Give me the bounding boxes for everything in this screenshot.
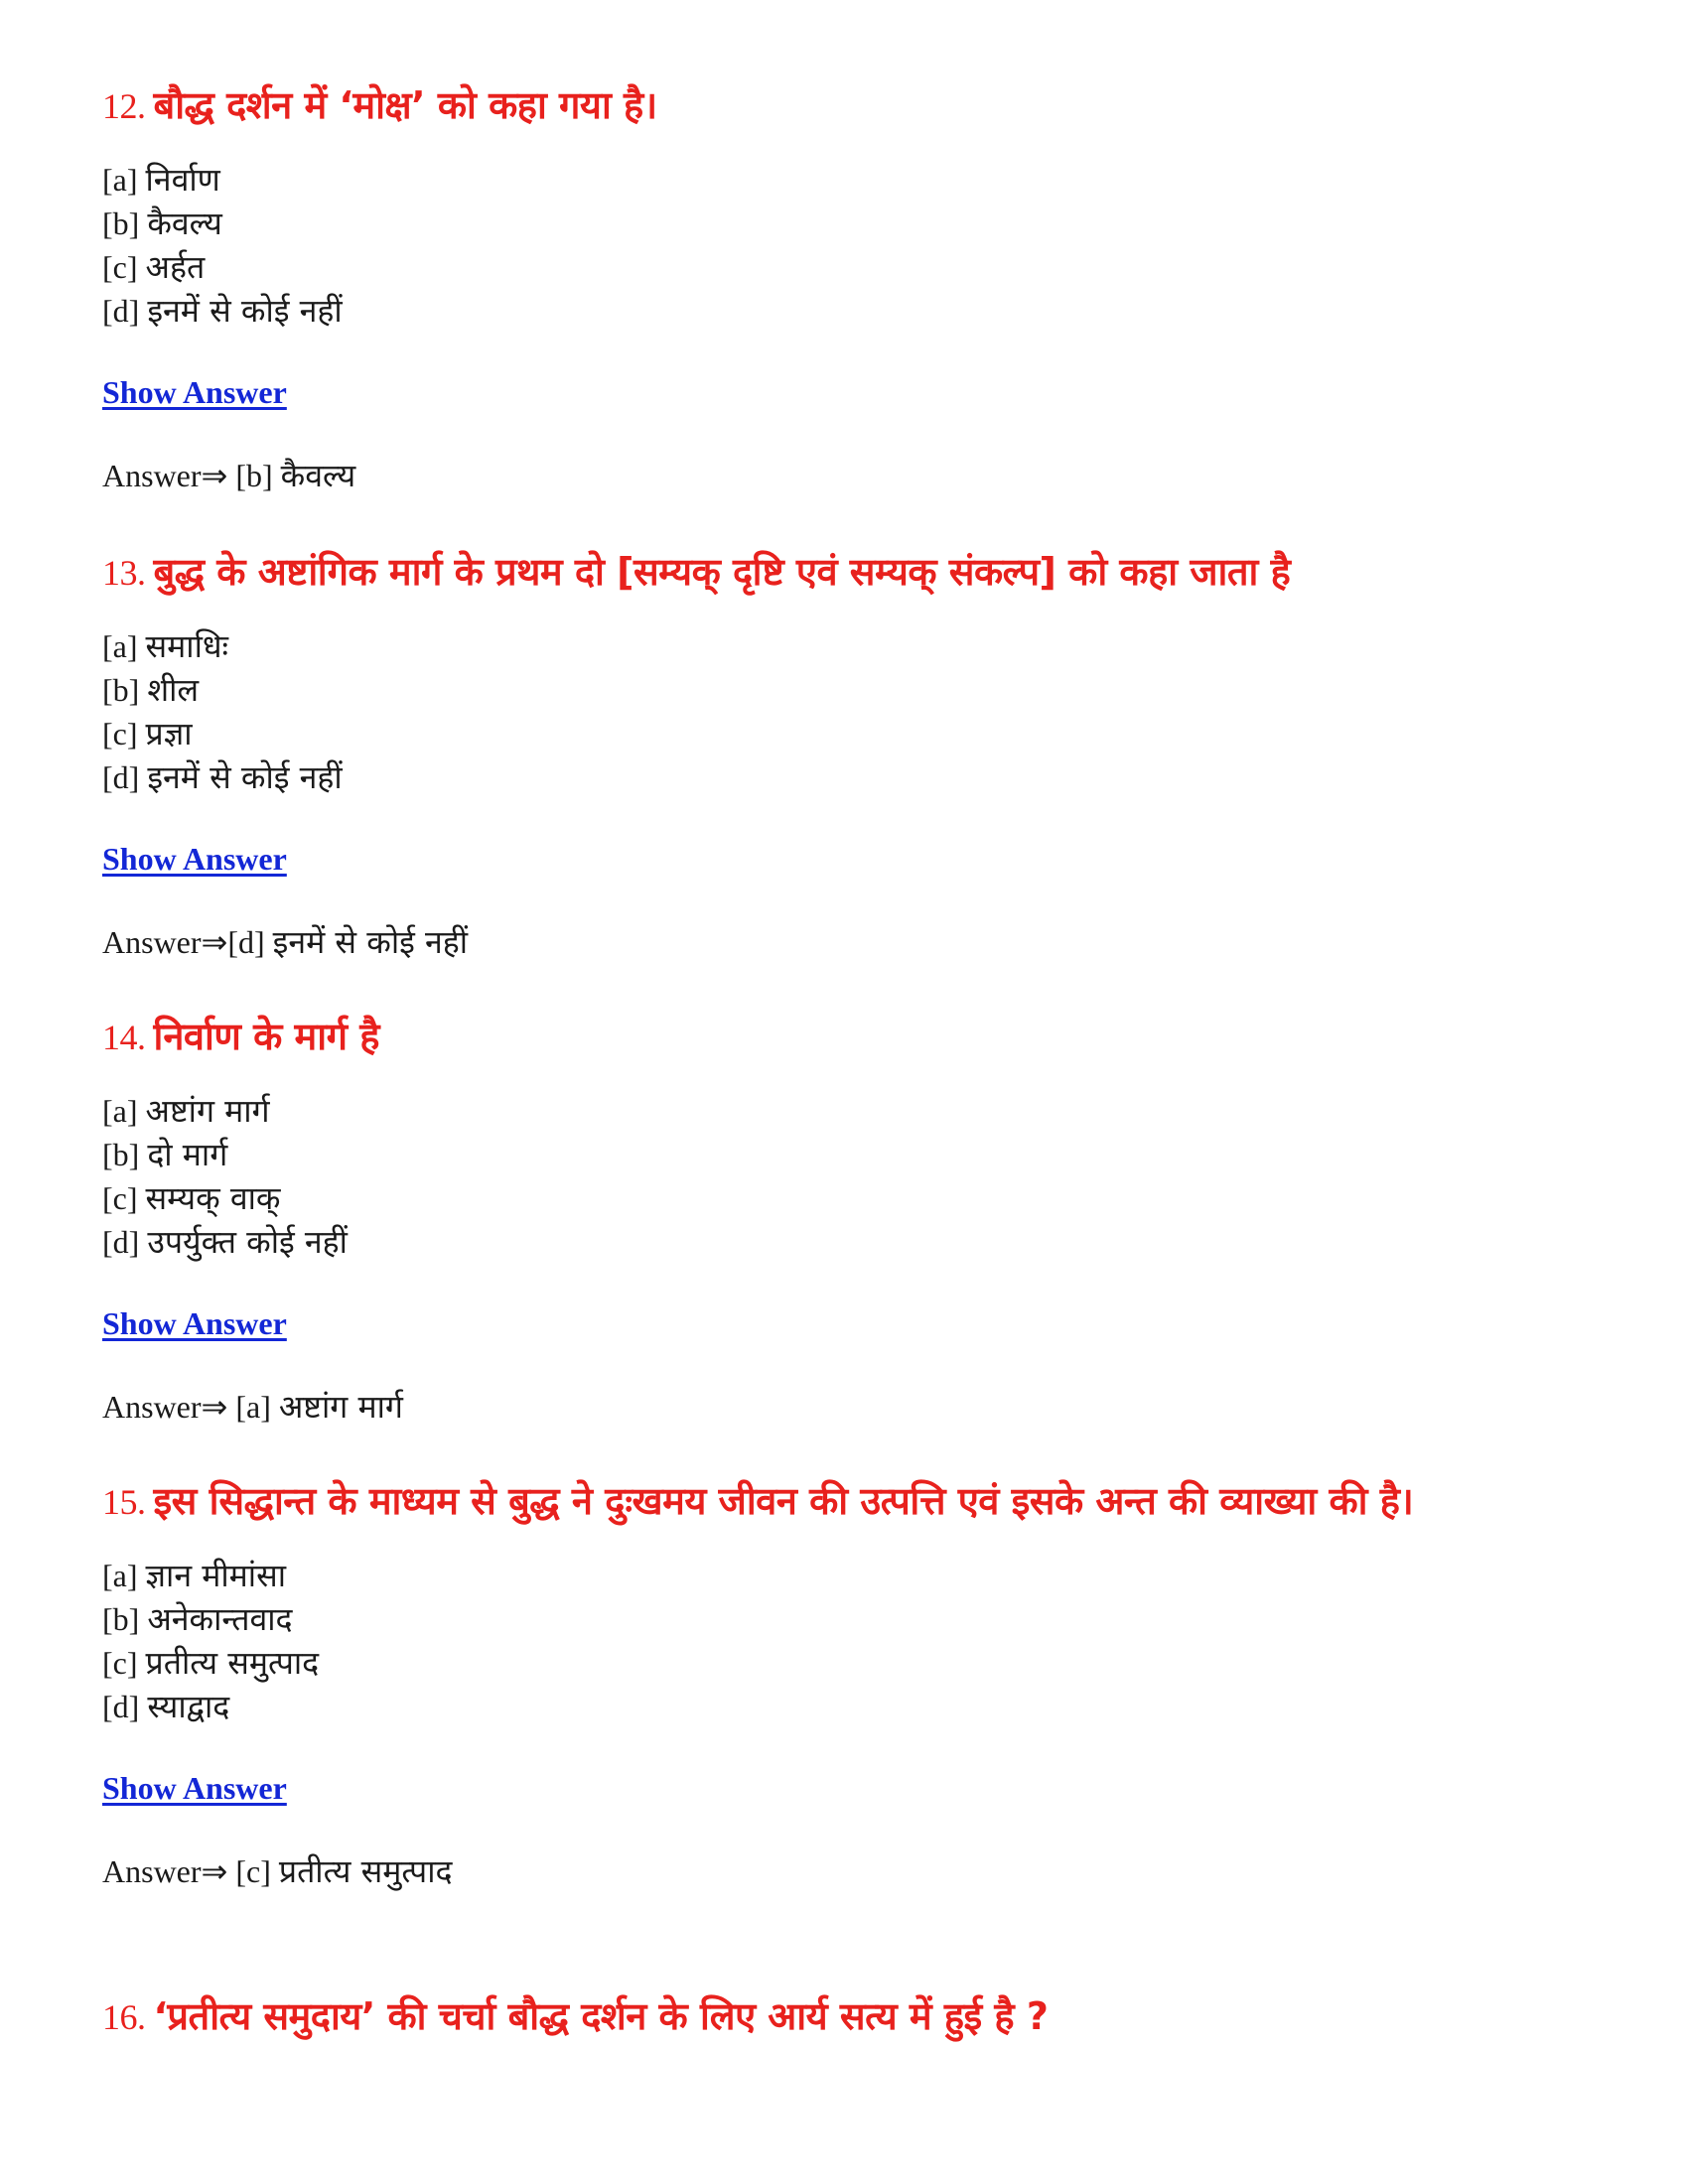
option-text: प्रज्ञा [145, 715, 193, 752]
show-answer-link[interactable]: Show Answer [102, 374, 287, 410]
question-title [102, 79, 1612, 132]
option-d [102, 755, 1612, 799]
question-title [102, 1990, 1612, 2043]
option-key: [c] [102, 249, 138, 285]
option-d [102, 1220, 1612, 1264]
option-a [102, 1554, 1612, 1597]
option-key: [b] [102, 1601, 140, 1637]
option-c [102, 1176, 1612, 1220]
option-key: [b] [102, 672, 140, 708]
question-number: 12. [102, 86, 146, 126]
option-text: अर्हत [145, 248, 206, 286]
option-a [102, 1089, 1612, 1133]
question-text: बौद्ध दर्शन में ‘मोक्ष’ को कहा गया है। [153, 83, 657, 127]
question-number: 13. [102, 553, 146, 593]
answer-text: प्रतीत्य समुत्पाद [278, 1852, 453, 1890]
option-d [102, 1685, 1612, 1728]
option-text: इनमें से कोई नहीं [147, 758, 343, 796]
option-a [102, 158, 1612, 202]
answer-text: कैवल्य [280, 457, 356, 494]
answer-line [102, 920, 1612, 964]
answer-line [102, 454, 1612, 497]
answer-prefix: Answer⇒ [a] [102, 1389, 271, 1425]
option-c [102, 712, 1612, 755]
options-list [102, 624, 1612, 799]
option-key: [d] [102, 293, 140, 329]
options-list [102, 158, 1612, 333]
options-list [102, 1554, 1612, 1728]
option-key: [d] [102, 759, 140, 795]
question-16 [102, 1990, 1612, 2043]
option-key: [a] [102, 1558, 138, 1593]
question-title [102, 546, 1612, 599]
option-text: स्याद्वाद [147, 1688, 230, 1725]
question-text: ‘प्रतीत्य समुदाय’ की चर्चा बौद्ध दर्शन के लिए आर्य सत्य में हुई है ? [153, 1994, 1049, 2038]
question-text: निर्वाण के मार्ग है [153, 1015, 379, 1058]
answer-prefix: Answer⇒ [c] [102, 1853, 271, 1889]
option-c [102, 245, 1612, 289]
option-key: [a] [102, 162, 138, 198]
option-text: प्रतीत्य समुत्पाद [145, 1644, 320, 1682]
option-key: [b] [102, 1137, 140, 1172]
option-c [102, 1641, 1612, 1685]
show-answer-link[interactable]: Show Answer [102, 841, 287, 877]
option-key: [c] [102, 1180, 138, 1216]
option-text: दो मार्ग [147, 1136, 228, 1173]
question-number: 15. [102, 1482, 146, 1522]
question-text: बुद्ध के अष्टांगिक मार्ग के प्रथम दो [सम्यक् दृष्टि एवं सम्यक् संकल्प] को कहा जाता है [153, 550, 1291, 594]
option-key: [a] [102, 1093, 138, 1129]
option-b [102, 1597, 1612, 1641]
option-text: कैवल्य [147, 205, 222, 242]
option-key: [c] [102, 716, 138, 751]
answer-line [102, 1849, 1612, 1893]
question-number: 16. [102, 1997, 146, 2037]
option-b [102, 202, 1612, 245]
answer-text: अष्टांग मार्ग [278, 1388, 403, 1426]
option-text: सम्यक् वाक् [145, 1179, 281, 1217]
show-answer-link[interactable]: Show Answer [102, 1770, 287, 1806]
question-number: 14. [102, 1018, 146, 1057]
option-a [102, 624, 1612, 668]
option-b [102, 1133, 1612, 1176]
options-list [102, 1089, 1612, 1264]
question-title [102, 1011, 1612, 1063]
option-text: इनमें से कोई नहीं [147, 292, 343, 330]
option-text: शील [147, 671, 200, 709]
option-key: [c] [102, 1645, 138, 1681]
option-text: समाधिः [145, 627, 229, 665]
option-text: अष्टांग मार्ग [145, 1092, 270, 1130]
answer-prefix: Answer⇒[d] [102, 924, 265, 960]
option-text: उपर्युक्त कोई नहीं [147, 1223, 348, 1261]
question-12 [102, 79, 1612, 497]
option-text: अनेकान्तवाद [147, 1600, 293, 1638]
option-text: निर्वाण [145, 161, 220, 199]
answer-prefix: Answer⇒ [b] [102, 458, 273, 493]
answer-line [102, 1385, 1612, 1429]
question-title [102, 1475, 1612, 1528]
show-answer-link[interactable]: Show Answer [102, 1305, 287, 1341]
question-15 [102, 1475, 1612, 1893]
question-14 [102, 1011, 1612, 1429]
question-13 [102, 546, 1612, 964]
option-text: ज्ञान मीमांसा [145, 1557, 287, 1594]
option-key: [d] [102, 1689, 140, 1724]
option-b [102, 668, 1612, 712]
answer-text: इनमें से कोई नहीं [272, 923, 469, 961]
option-key: [a] [102, 628, 138, 664]
option-key: [b] [102, 205, 140, 241]
option-key: [d] [102, 1224, 140, 1260]
question-text: इस सिद्धान्त के माध्यम से बुद्ध ने दुःखमय जीवन की उत्पत्ति एवं इसके अन्त की व्याख्या की है। [153, 1479, 1414, 1523]
option-d [102, 289, 1612, 333]
